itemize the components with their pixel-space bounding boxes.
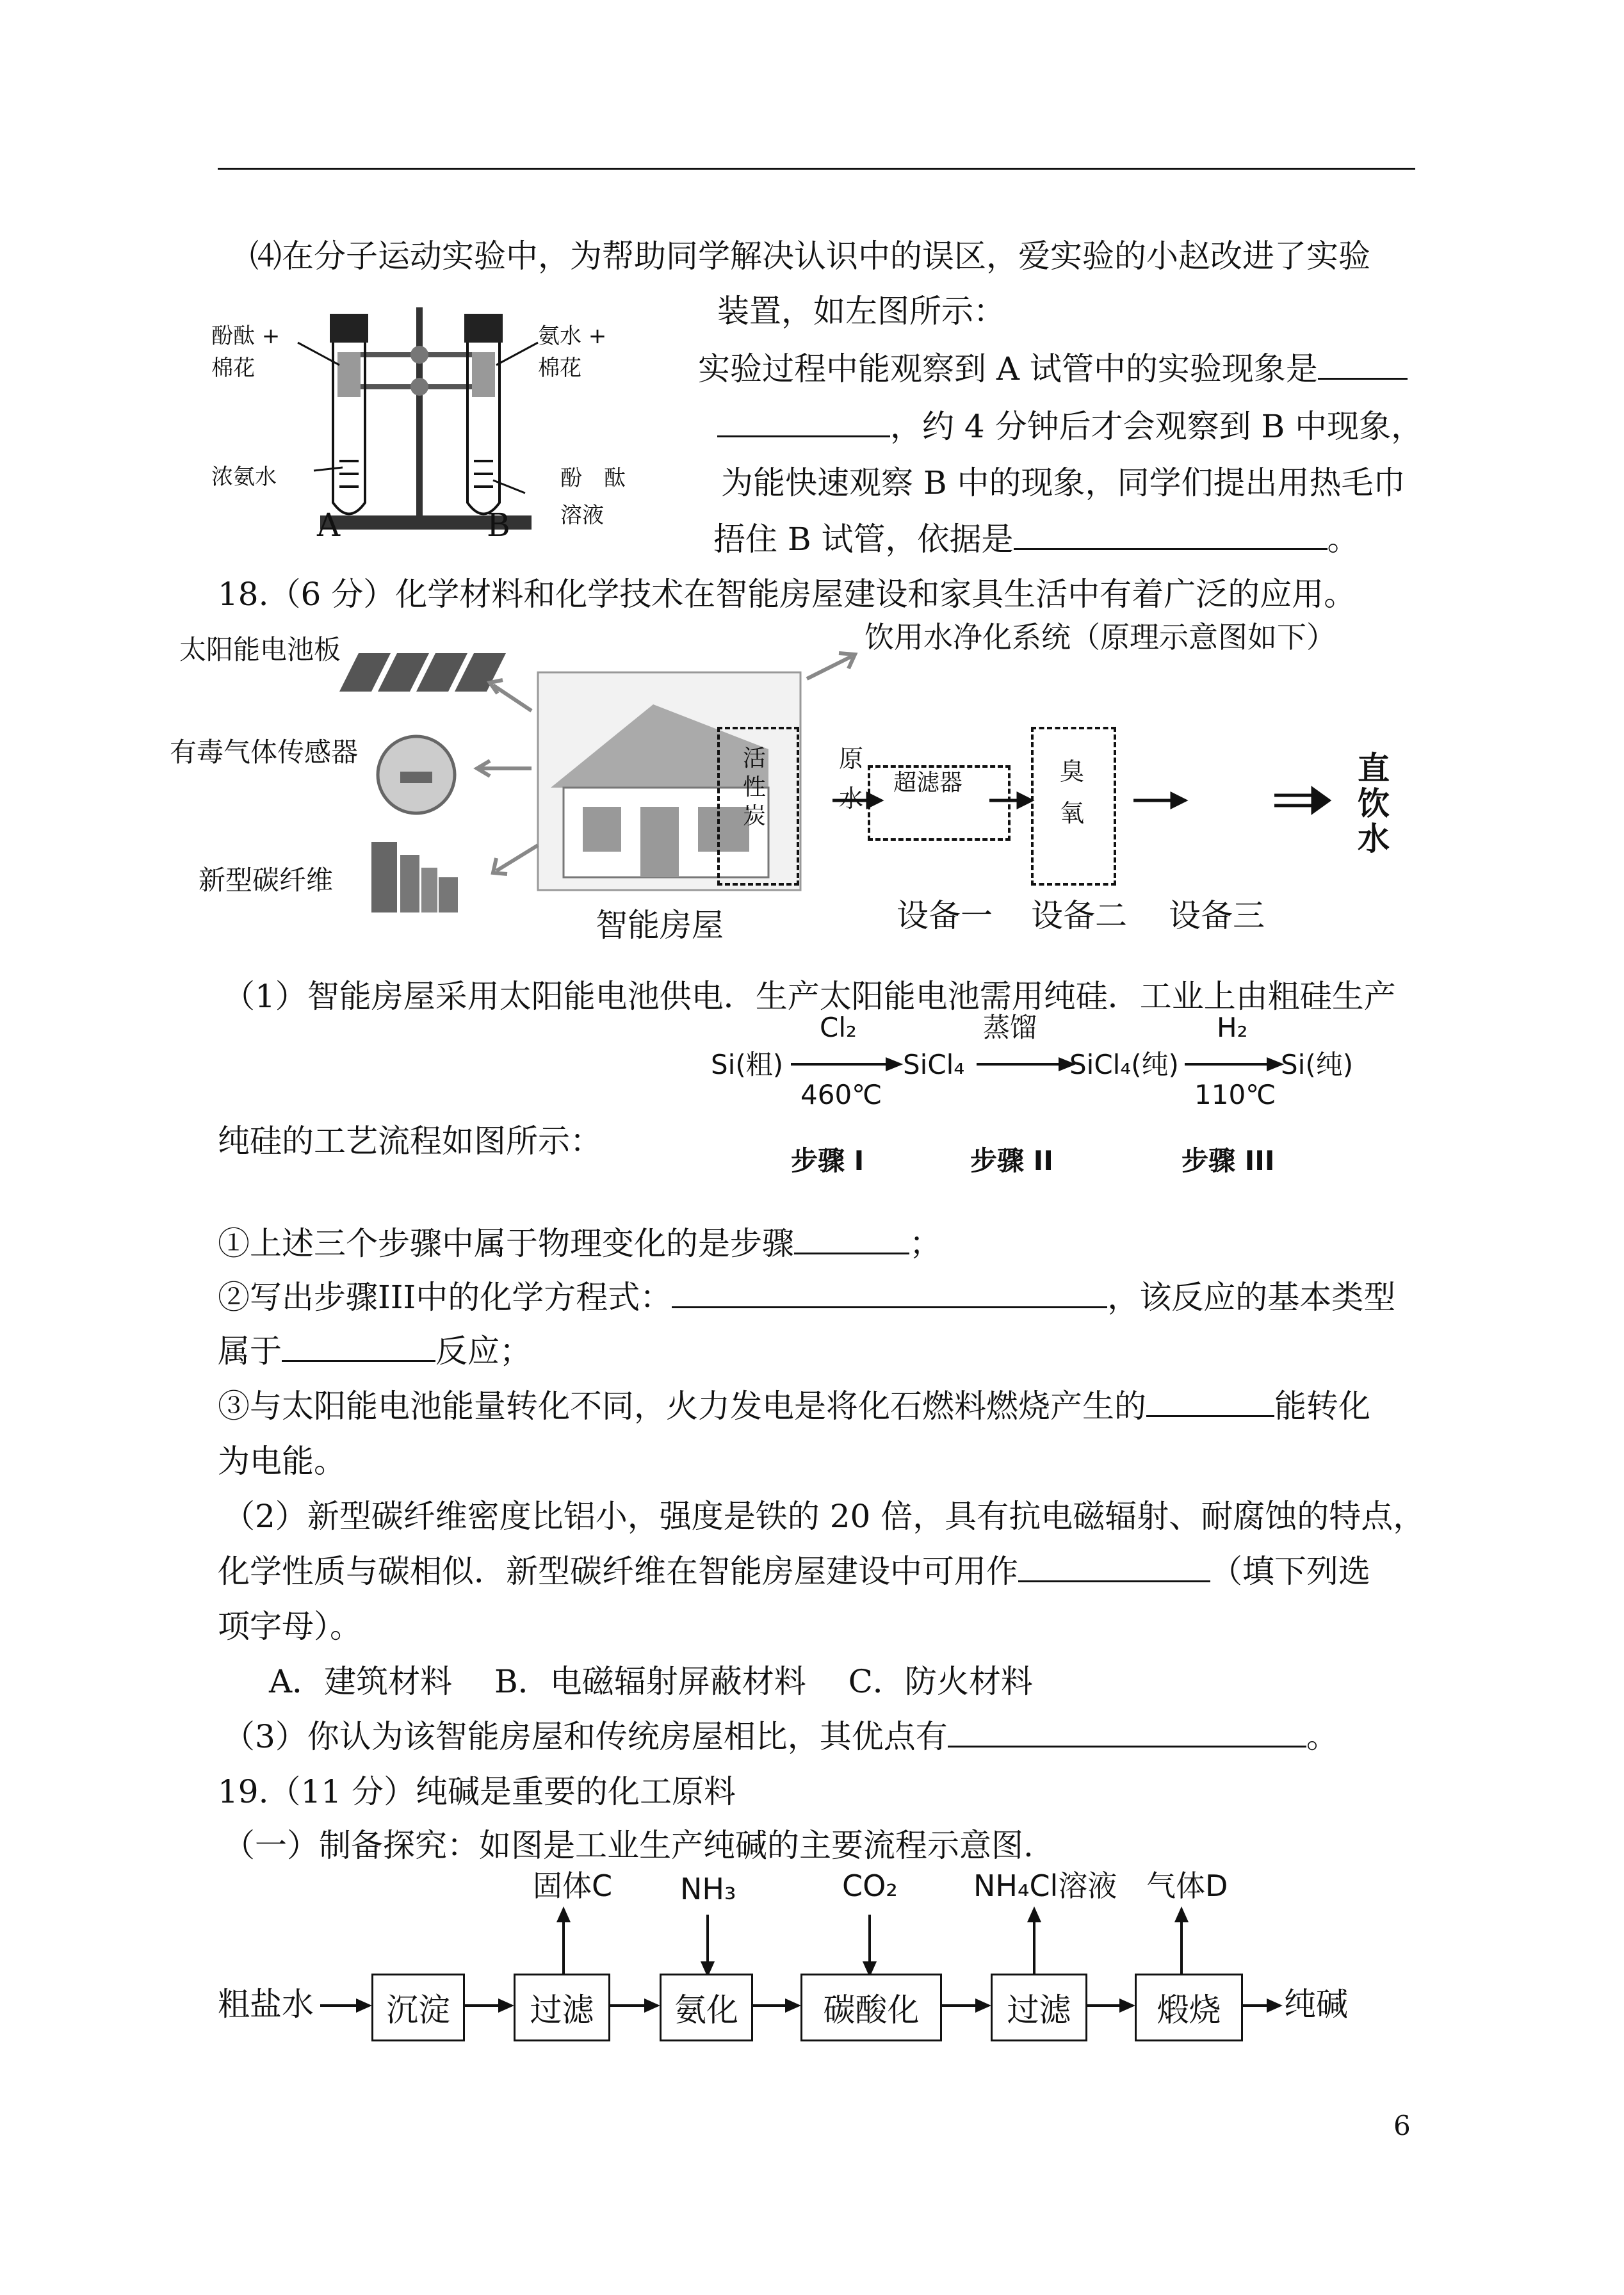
label-ultrafilter: 超滤器 bbox=[893, 770, 963, 796]
step-label-1: 步骤 I bbox=[791, 1145, 865, 1176]
flow-box-carbonate: 碳酸化 bbox=[800, 1974, 942, 2041]
label-device2: 设备二 bbox=[1031, 897, 1127, 934]
q19-sub1: （一）制备探究：如图是工业生产纯碱的主要流程示意图. bbox=[223, 1827, 1034, 1864]
label-phenolphthalein-cotton: 酚酞 + bbox=[211, 323, 280, 349]
answer-blank[interactable] bbox=[1146, 1387, 1274, 1417]
q18-1-1: ①上述三个步骤中属于物理变化的是步骤 ； bbox=[218, 1225, 941, 1262]
q18-p1-line1: （1）智能房屋采用太阳能电池供电．生产太阳能电池需用纯硅．工业上由粗硅生产 bbox=[223, 978, 1396, 1015]
label-direct-drink-2: 饮 bbox=[1358, 784, 1390, 822]
tube-label-a: A bbox=[317, 507, 341, 544]
species-sicl4-pure: SiCl₄(纯) bbox=[1069, 1049, 1179, 1080]
answer-blank[interactable] bbox=[1318, 350, 1408, 380]
condition-110: 110℃ bbox=[1194, 1079, 1276, 1110]
soda-ash-flowchart bbox=[218, 1870, 1383, 2075]
label-ozone-2: 氧 bbox=[1060, 799, 1085, 827]
label-direct-drink-3: 水 bbox=[1358, 820, 1390, 857]
flow-box-calcine: 煅烧 bbox=[1135, 1974, 1243, 2041]
flow-input-nh3: NH₃ bbox=[680, 1872, 736, 1906]
label-raw-water-2: 水 bbox=[839, 784, 864, 813]
q17-4-line3: 实验过程中能观察到 A 试管中的实验现象是 bbox=[698, 350, 1408, 388]
answer-blank[interactable] bbox=[1014, 520, 1328, 550]
flow-output-solid-c: 固体C bbox=[533, 1869, 613, 1903]
q18-1-3b: 为电能。 bbox=[218, 1443, 346, 1480]
label-cotton-a: 棉花 bbox=[211, 355, 255, 381]
header-rule bbox=[218, 168, 1415, 170]
q18-heading: 18.（6 分）化学材料和化学技术在智能房屋建设和家具生活中有着广泛的应用。 bbox=[218, 576, 1356, 613]
flow-box-filter-2: 过滤 bbox=[991, 1974, 1087, 2041]
species-si-crude: Si(粗) bbox=[711, 1049, 784, 1080]
species-si-pure: Si(纯) bbox=[1281, 1049, 1354, 1080]
tube-label-b: B bbox=[487, 507, 510, 544]
answer-blank[interactable] bbox=[948, 1717, 1306, 1748]
label-toxic-gas-sensor: 有毒气体传感器 bbox=[170, 736, 359, 768]
label-phenolphthalein: 酚 酞 bbox=[560, 466, 626, 491]
page-number: 6 bbox=[1393, 2110, 1411, 2141]
q18-1-3: ③与太阳能电池能量转化不同，火力发电是将化石燃料燃烧产生的 能转化 bbox=[218, 1388, 1370, 1425]
q18-2-line3: 项字母）。 bbox=[218, 1608, 362, 1645]
flow-output-nh4cl: NH₄Cl溶液 bbox=[973, 1869, 1117, 1903]
q18-1-2: ②写出步骤III中的化学方程式： ，该反应的基本类型 bbox=[218, 1279, 1396, 1316]
flow-box-precipitate: 沉淀 bbox=[371, 1974, 465, 2041]
label-solution: 溶液 bbox=[560, 503, 604, 528]
answer-blank[interactable] bbox=[282, 1332, 435, 1362]
flow-box-ammoniate: 氨化 bbox=[660, 1974, 753, 2041]
q17-4-line1: ⑷在分子运动实验中，为帮助同学解决认识中的误区，爱实验的小赵改进了实验 bbox=[250, 238, 1370, 275]
q17-4-line2: 装置，如左图所示： bbox=[717, 293, 1005, 330]
q18-2-line1: （2）新型碳纤维密度比铝小，强度是铁的 20 倍，具有抗电磁辐射、耐腐蚀的特点， bbox=[223, 1498, 1425, 1535]
test-tube-apparatus-figure bbox=[211, 301, 698, 544]
answer-blank[interactable] bbox=[672, 1278, 1107, 1308]
label-direct-drink-1: 直 bbox=[1358, 749, 1390, 787]
label-device1: 设备一 bbox=[897, 897, 993, 934]
reagent-distill: 蒸馏 bbox=[983, 1012, 1037, 1043]
label-carbon-fiber: 新型碳纤维 bbox=[199, 864, 334, 896]
answer-blank[interactable] bbox=[1018, 1552, 1210, 1582]
label-cotton-b: 棉花 bbox=[538, 355, 581, 381]
label-solar-panel: 太阳能电池板 bbox=[179, 634, 341, 665]
step-label-2: 步骤 II bbox=[970, 1145, 1053, 1176]
label-activated-carbon-3: 炭 bbox=[743, 803, 767, 829]
q18-1-2b: 属于 反应； bbox=[218, 1333, 532, 1370]
label-water-purification: 饮用水净化系统（原理示意图如下） bbox=[865, 620, 1336, 654]
q17-4-line5: 为能快速观察 B 中的现象，同学们提出用热毛巾 bbox=[721, 464, 1406, 501]
label-activated-carbon-1: 活 bbox=[743, 745, 767, 772]
condition-460: 460℃ bbox=[800, 1079, 882, 1110]
label-ozone-1: 臭 bbox=[1060, 758, 1085, 786]
flow-start-crude-brine: 粗盐水 bbox=[218, 1986, 314, 2023]
q17-4-line6: 捂住 B 试管，依据是 。 bbox=[713, 521, 1360, 558]
reagent-h2: H₂ bbox=[1217, 1012, 1248, 1043]
q17-4-line4: ，约 4 分钟后才会观察到 B 中现象， bbox=[717, 407, 1423, 446]
label-conc-ammonia: 浓氨水 bbox=[211, 464, 277, 490]
answer-blank[interactable] bbox=[794, 1224, 909, 1254]
label-activated-carbon-2: 性 bbox=[743, 774, 767, 800]
silicon-process-figure bbox=[711, 1012, 1383, 1191]
flow-input-co2: CO₂ bbox=[842, 1869, 898, 1903]
species-sicl4: SiCl₄ bbox=[903, 1049, 965, 1080]
q18-p1-line2: 纯硅的工艺流程如图所示： bbox=[218, 1123, 602, 1160]
label-smart-house: 智能房屋 bbox=[596, 907, 724, 944]
q19-heading: 19.（11 分）纯碱是重要的化工原料 bbox=[218, 1773, 736, 1810]
label-ammonia-cotton: 氨水 + bbox=[538, 323, 607, 349]
flow-end-soda-ash: 纯碱 bbox=[1284, 1986, 1348, 2023]
step-label-3: 步骤 III bbox=[1181, 1145, 1275, 1176]
q18-2-line2: 化学性质与碳相似．新型碳纤维在智能房屋建设中可用作 （填下列选 bbox=[218, 1553, 1370, 1590]
apparatus-drawing bbox=[211, 301, 698, 544]
q18-3: （3）你认为该智能房屋和传统房屋相比，其优点有 。 bbox=[223, 1718, 1338, 1755]
flow-output-gas-d: 气体D bbox=[1146, 1869, 1228, 1903]
flow-box-filter-1: 过滤 bbox=[514, 1974, 610, 2041]
answer-blank[interactable] bbox=[717, 407, 890, 437]
label-device3: 设备三 bbox=[1169, 897, 1265, 934]
reagent-cl2: Cl₂ bbox=[820, 1012, 857, 1043]
q18-2-options: A．建筑材料 B．电磁辐射屏蔽材料 C．防火材料 bbox=[269, 1663, 1033, 1700]
smart-house-figure bbox=[166, 615, 1409, 961]
label-raw-water-1: 原 bbox=[839, 745, 864, 773]
